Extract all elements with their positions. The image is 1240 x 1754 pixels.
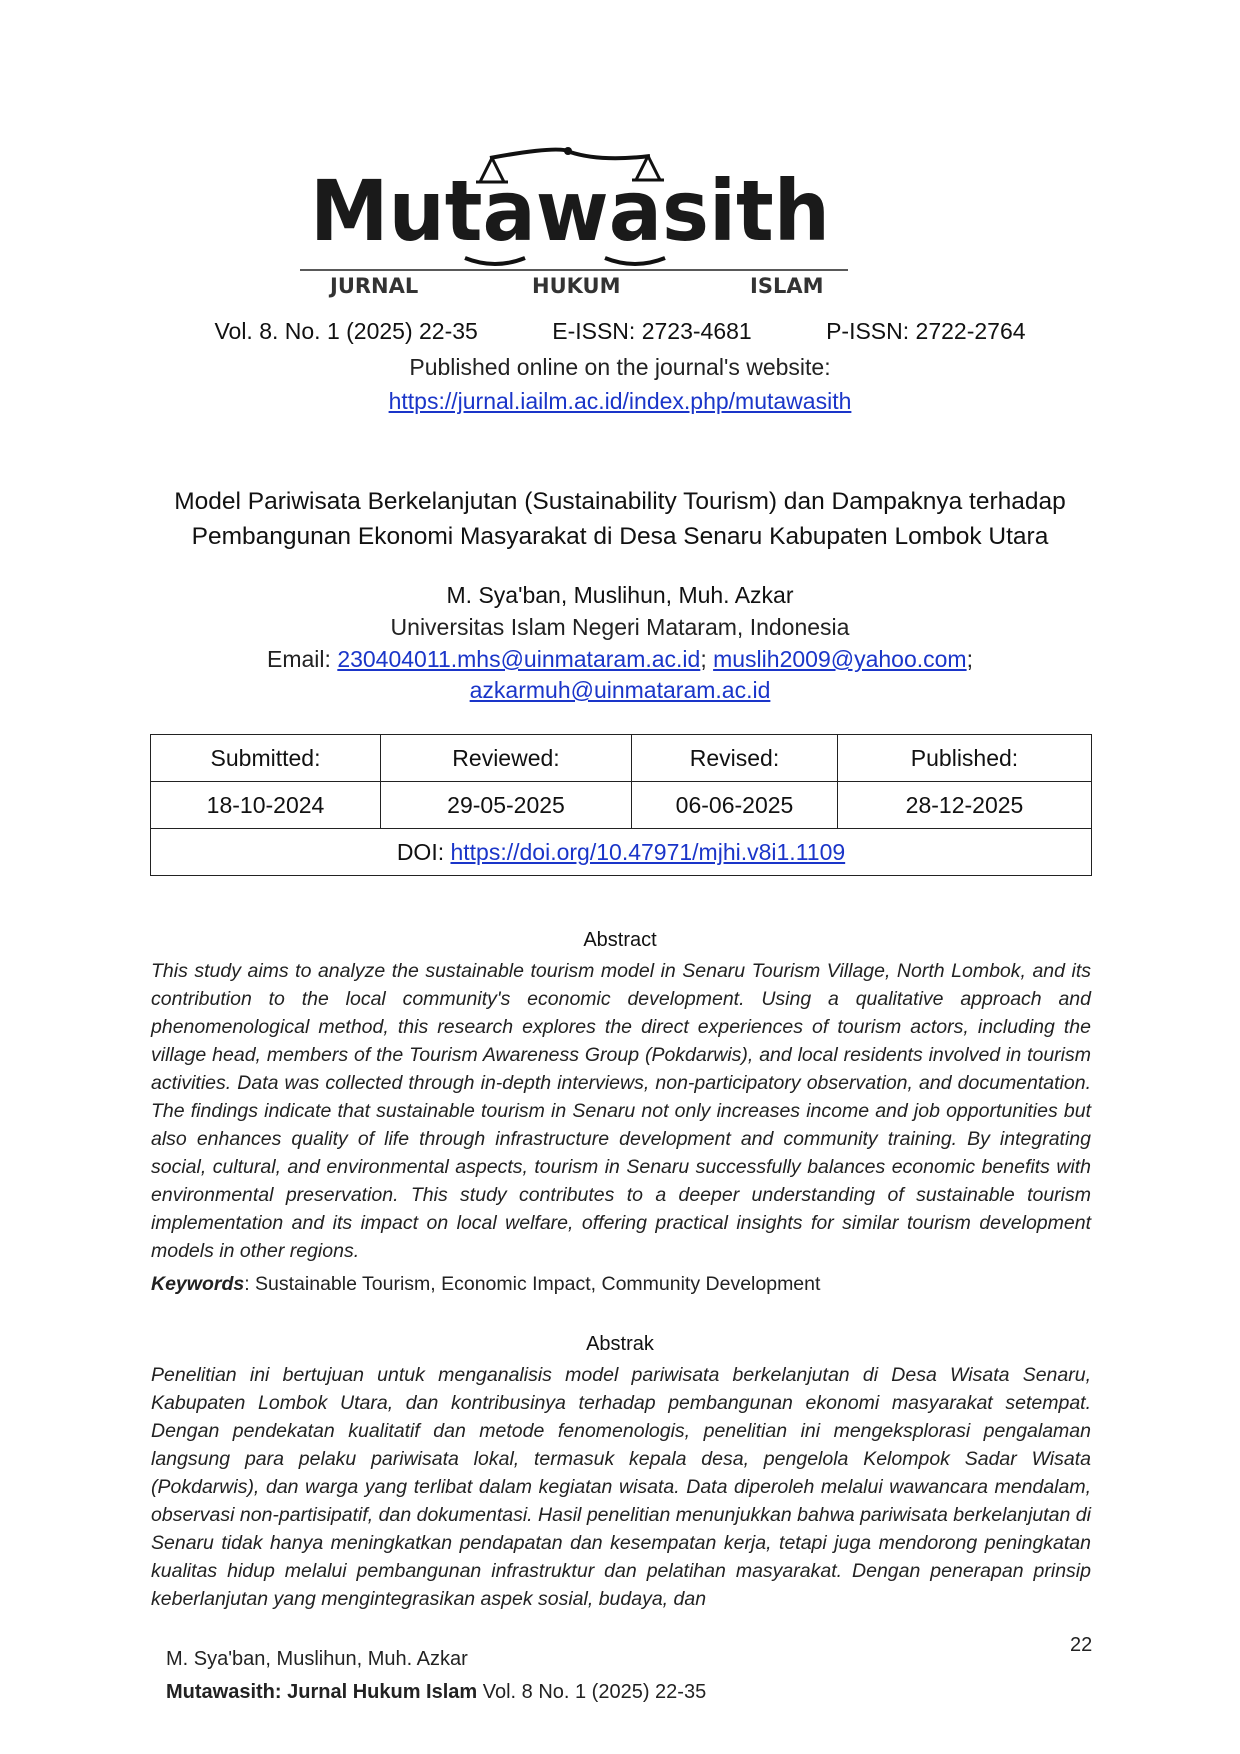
abstract-paragraph: This study aims to analyze the sustainable tourism model in Senaru Tourism Village, North Lombok, and its contribution to the local community's economic development. Using a qualitative approach and phenomenological method, this research explores the direct experiences of tourism actors, including the village head, members of the Tourism Awareness Group (Pokdarwis), and local residents involved in tourism activities. Data was collected through in-depth interviews, non-participatory observation, and documentation. The findings indicate that sustainable tourism in Senaru not only increases income and job opportunities but also enhances quality of life through infrastructure development and community training. By integrating social, cultural, and environmental aspects, tourism in Senaru successfully balances economic benefits with environmental preservation. This study contributes to a deeper understanding of sustainable tourism implementation and its impact on local welfare, offering practical insights for similar tourism development models in other regions. xyxy=(151,960,1091,1262)
doi-cell xyxy=(151,829,1092,876)
date-published: 28-12-2025 xyxy=(838,782,1092,829)
keywords-list: : Sustainable Tourism, Economic Impact, Community Development xyxy=(244,1273,821,1295)
abstrak-paragraph: Penelitian ini bertujuan untuk menganalisis model pariwisata berkelanjutan di Desa Wisata Senaru, Kabupaten Lombok Utara, dan kontribusinya terhadap pembangunan ekonomi masyarakat setempat. Dengan pendekatan kualitatif dan metode fenomenologis, penelitian ini mengeksplorasi pengalaman langsung para pelaku pariwisata lokal, termasuk kepala desa, pengelola Kelompok Sadar Wisata (Pokdarwis), dan warga yang terlibat dalam kegiatan wisata. Data diperoleh melalui wawancara mendalam, observasi non-partisipatif, dan dokumentasi. Hasil penelitian menunjukkan bahwa pariwisata berkelanjutan di Senaru tidak hanya meningkatkan pendapatan dan kesempatan kerja, tetapi juga mendorong peningkatan kualitas hidup melalui pembangunan infrastruktur dan pelatihan masyarakat. Dengan penerapan prinsip keberlanjutan yang mengintegrasikan aspek sosial, budaya, dan xyxy=(151,1364,1091,1610)
footer-journal-issue: Vol. 8 No. 1 (2025) 22-35 xyxy=(477,1681,707,1703)
dates-value-row xyxy=(151,782,1092,829)
eissn: E-ISSN: 2723-4681 xyxy=(552,318,752,344)
dates-table xyxy=(150,734,1092,876)
footer-authors: M. Sya'ban, Muslihun, Muh. Azkar xyxy=(166,1648,468,1670)
doi-link[interactable]: https://doi.org/10.47971/mjhi.v8i1.1109 xyxy=(450,838,846,865)
article-title xyxy=(140,484,1100,554)
article-authors: M. Sya'ban, Muslihun, Muh. Azkar xyxy=(446,582,794,608)
date-submitted: 18-10-2024 xyxy=(151,782,381,829)
keywords-label: Keywords xyxy=(151,1273,245,1295)
header-revised: Revised: xyxy=(632,735,838,782)
article-emails: Email: 230404011.mhs@uinmataram.ac.id; muslih2009@yahoo.com; azkarmuh@uinmataram.ac.id xyxy=(267,646,973,703)
doi-label: DOI: xyxy=(396,838,445,865)
issn-line xyxy=(0,318,1240,345)
logo-wordmark: Mutawasith xyxy=(310,162,830,260)
logo-word-islam: ISLAM xyxy=(750,274,824,298)
header-reviewed: Reviewed: xyxy=(381,735,632,782)
volume-info: Vol. 8. No. 1 (2025) 22-35 xyxy=(214,318,478,344)
date-reviewed: 29-05-2025 xyxy=(381,782,632,829)
footer-journal xyxy=(166,1676,706,1709)
email-label: Email: xyxy=(267,646,331,672)
title-line-2: Pembangunan Ekonomi Masyarakat di Desa Senaru Kabupaten Lombok Utara xyxy=(191,523,1049,550)
footer-journal-name: Mutawasith: Jurnal Hukum Islam xyxy=(166,1681,478,1703)
abstract-heading: Abstract xyxy=(583,929,657,951)
article-affiliation: Universitas Islam Negeri Mataram, Indonesia xyxy=(390,614,850,640)
published-note: Published online on the journal's website: xyxy=(409,354,831,380)
page-footer xyxy=(166,1643,706,1709)
doi-row xyxy=(151,829,1092,876)
page-number: 22 xyxy=(1070,1634,1093,1656)
abstrak-heading: Abstrak xyxy=(586,1333,654,1355)
journal-logo xyxy=(300,140,940,300)
dates-header-row xyxy=(151,735,1092,782)
keywords-line xyxy=(151,1273,1091,1296)
header-submitted: Submitted: xyxy=(151,735,381,782)
logo-word-hukum: HUKUM xyxy=(532,274,621,298)
abstrak-text xyxy=(151,1361,1091,1613)
title-line-1: Model Pariwisata Berkelanjutan (Sustainability Tourism) dan Dampaknya terhadap xyxy=(174,488,1066,515)
header-published: Published: xyxy=(838,735,1092,782)
journal-website-link[interactable]: https://jurnal.iailm.ac.id/index.php/mutawasith xyxy=(388,388,852,414)
logo-word-jurnal: JURNAL xyxy=(330,274,419,298)
journal-website-wrap xyxy=(0,388,1240,415)
pissn: P-ISSN: 2722-2764 xyxy=(826,318,1026,344)
email-link-3[interactable]: azkarmuh@uinmataram.ac.id xyxy=(469,677,771,703)
email-link-2[interactable]: muslih2009@yahoo.com xyxy=(713,646,967,672)
date-revised: 06-06-2025 xyxy=(632,782,838,829)
email-link-1[interactable]: 230404011.mhs@uinmataram.ac.id xyxy=(337,646,701,672)
abstract-text xyxy=(151,957,1091,1265)
